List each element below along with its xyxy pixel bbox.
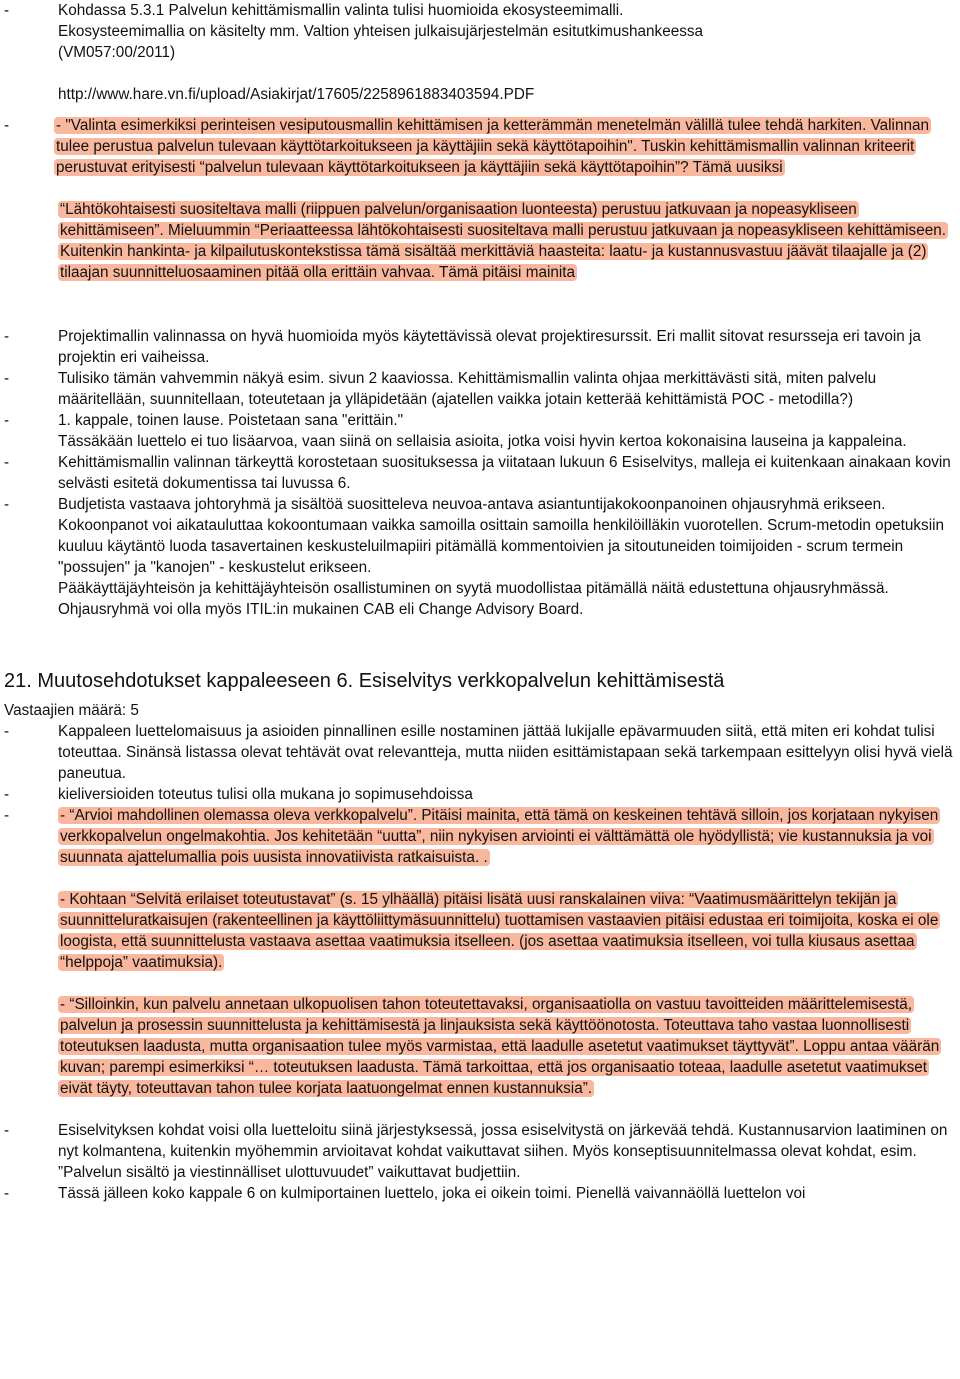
bullet-dash: - [4,496,10,513]
bullet-dash: - [4,454,10,471]
list-item [0,721,960,784]
item-text: Projektimallin valinnassa on hyvä huomioida myös käytettävissä olevat projektiresurssit. Eri mallit sitovat resursseja eri tavoin ja projektin eri vaiheissa. [58,328,921,366]
bullet-dash: - [4,328,10,345]
list-item [0,805,960,1099]
item-text: 1. kappale, toinen lause. Poistetaan sana "erittäin." [58,412,404,429]
item-text: Budjetista vastaava johtoryhmä ja sisältöä suositteleva neuvoa-antava asiantuntijakokoonpanoinen ohjausryhmä erikseen. Kokoonpanot voi aikatauluttaa kokoontumaan vaikka samoilla osittain samoilla henkilöilläkin vuorotellen. Scrum-metodin opetuksiin kuuluu käytäntö luoda tasavertainen keskusteluilmapiiri pitämällä kommentoivien ja sitoutuneiden toimijoiden - scrum termein "possujen" ja "kanojen" - keskustelut erikseen. [58,496,945,576]
bullet-dash: - [4,786,10,803]
list-item [0,368,960,410]
list-item [0,1183,960,1204]
bullet-dash: - [4,807,10,824]
item-text: Tässä jälleen koko kappale 6 on kulmiportainen luettelo, joka ei oikein toimi. Pienellä vaivannäöllä luettelon voi [58,1185,806,1202]
highlighted-comment: - "Valinta esimerkiksi perinteisen vesiputousmallin kehittämisen ja ketterämmän menetelmän välillä tulee tehdä harkiten. Valinnan tulee perustua palvelun tulevaan käyttötarkoitukseen ja käyttäjiin sekä käyttötapoihin". Tuskin kehittämismallin valinnan kriteerit perustuvat erityisesti “palvelun tulevaan käyttötarkoitukseen ja käyttäjiin sekä käyttötapoihin”? Tämä uusiksi [56,117,929,176]
reference-url-link[interactable]: http://www.hare.vn.fi/upload/Asiakirjat/17605/2258961883403594.PDF [58,86,535,103]
item-text: kieliversioiden toteutus tulisi olla mukana jo sopimusehdoissa [58,786,473,803]
section-heading: 21. Muutosehdotukset kappaleeseen 6. Esiselvitys verkkopalvelun kehittämisestä [4,670,725,692]
bullet-dash: - [4,412,10,429]
highlighted-comment: - “Silloinkin, kun palvelu annetaan ulkopuolisen tahon toteutettavaksi, organisaatiolla on vastuu tavoitteiden määrittelemisestä, palvelun ja prosessin suunnittelusta ja kehittämisestä ja linjauksista sekä käyttöönotosta. Toteuttava taho vastaa luonnollisesti toteutuksen laadusta, mutta organisaation tulee myös varmistaa, että laadulle asetetut vaatimukset täyttyvät”. Loppu antaa väärän kuvan; parempi esimerkiksi “… toteutuksen laadusta. Tämä tarkoittaa, että jos organisaatio toteaa, laadulle asetetut vaatimukset eivät täyty, toteuttavan tahon tulee korjata laatuongelmat ennen kustannuksia”. [60,996,940,1097]
item-text: Tulisiko tämän vahvemmin näkyä esim. sivun 2 kaaviossa. Kehittämismallin valinta ohjaa merkittävästi sitä, miten palvelu määritellään, suunnitellaan, toteutetaan ja ylläpidetään (ajatellen vaikka jotain ketterää kehittämistä POC - metodilla?) [58,370,877,408]
list-item [0,452,960,494]
item-text: Kehittämismallin valinnan tärkeyttä korostetaan suosituksessa ja viitataan lukuun 6 Esiselvitys, malleja ei kuitenkaan ainakaan kovin selvästi esitetä dokumentissa tai luvussa 6. [58,454,951,492]
list-item [0,494,960,620]
list-item [0,0,960,105]
item-text: Esiselvityksen kohdat voisi olla luetteloitu siinä järjestyksessä, jossa esiselvitystä on järkevää tehdä. Kustannusarvion laatiminen on nyt kolmantena, kuitenkin myöhemmin arvioitavat kohdat vaikuttavat siihen. Myös konseptisuunnitelmassa olevat kohdat, esim. ”Palvelun sisältö ja viestinnälliset ulottuvuudet” vaikuttavat budjettiin. [58,1122,948,1181]
item-text: Ekosysteemimallia on käsitelty mm. Valtion yhteisen julkaisujärjestelmän esitutkimushankeessa [58,23,704,40]
bullet-dash: - [4,1122,10,1139]
list-item [0,1120,960,1183]
list-item [0,115,960,283]
list-item [0,410,960,452]
item-text: Kappaleen luettelomaisuus ja asioiden pinnallinen esille nostaminen jättää lukijalle epävarmuuden siitä, että miten eri kohdat tulisi toteuttaa. Sinänsä listassa olevat tehtävät ovat relevantteja, mutta niiden esittämistapaan sekä tarkempaan esittelyyn olisi hyvä vielä paneutua. [58,723,953,782]
highlighted-comment: - Kohtaan “Selvitä erilaiset toteutustavat” (s. 15 ylhäällä) pitäisi lisätä uusi ranskalainen viiva: “Vaatimusmäärittelyn tekijän ja suunnitteluratkaisujen (rakenteellinen ja käyttöliittymäsuunnittelu) tuottamisen vastaavien pitäisi edustaa eri toimijoita, koska ei ole loogista, että suunnittelusta vastaava asettaa vaatimuksia itselleen. (jos asettaa vaatimuksia itselleen, voi tulla kiusaus asettaa “helppoja” vaatimuksia). [60,891,939,971]
list-item [0,784,960,805]
list-item [0,326,960,368]
bullet-dash: - [4,2,10,19]
highlighted-comment: “Lähtökohtaisesti suositeltava malli (riippuen palvelun/organisaation luonteesta) perustuu jatkuvaan ja nopeasykliseen kehittämiseen”. Mieluummin “Periaatteessa lähtökohtaisesti suositeltava malli perustuu jatkuvaan ja nopeasykliseen kehittämiseen. Kuitenkin hankinta- ja kilpailutuskontekstissa tämä sisältää merkittäviä haasteita: laatu- ja kustannusvastuu jäävät tilaajalle ja (2) tilaajan suunnitteluosaaminen pitää olla erittäin vahvaa. Tämä pitäisi mainita [60,201,946,281]
item-text: Tässäkään luettelo ei tuo lisäarvoa, vaan siinä on sellaisia asioita, jotka voisi hyvin kertoa kokonaisina lauseina ja kappaleina. [58,433,907,450]
highlighted-comment: - “Arvioi mahdollinen olemassa oleva verkkopalvelu”. Pitäisi mainita, että tämä on keskeinen tehtävä silloin, jos korjataan nykyisen verkkopalvelun ongelmakohtia. Jos kehitetään “uutta”, niin nykyisen arviointi ei välttämättä ole hyödyllistä; vie kustannuksia ja voi suunnata ajattelumallia pois uusista innovatiivista ratkaisuista. . [60,807,939,866]
bullet-dash: - [4,723,10,740]
bullet-dash: - [4,117,10,134]
item-text: Pääkäyttäjäyhteisön ja kehittäjäyhteisön osallistuminen on syytä muodollistaa pitämällä näitä edustettuna ohjausryhmässä. Ohjausryhmä voi olla myös ITIL:in mukainen CAB eli Change Advisory Board. [58,580,889,618]
bullet-dash: - [4,370,10,387]
bullet-dash: - [4,1185,10,1202]
respondent-count: Vastaajien määrä: 5 [4,702,139,719]
item-text: (VM057:00/2011) [58,44,176,61]
item-text: Kohdassa 5.3.1 Palvelun kehittämismallin valinta tulisi huomioida ekosysteemimalli. [58,2,624,19]
